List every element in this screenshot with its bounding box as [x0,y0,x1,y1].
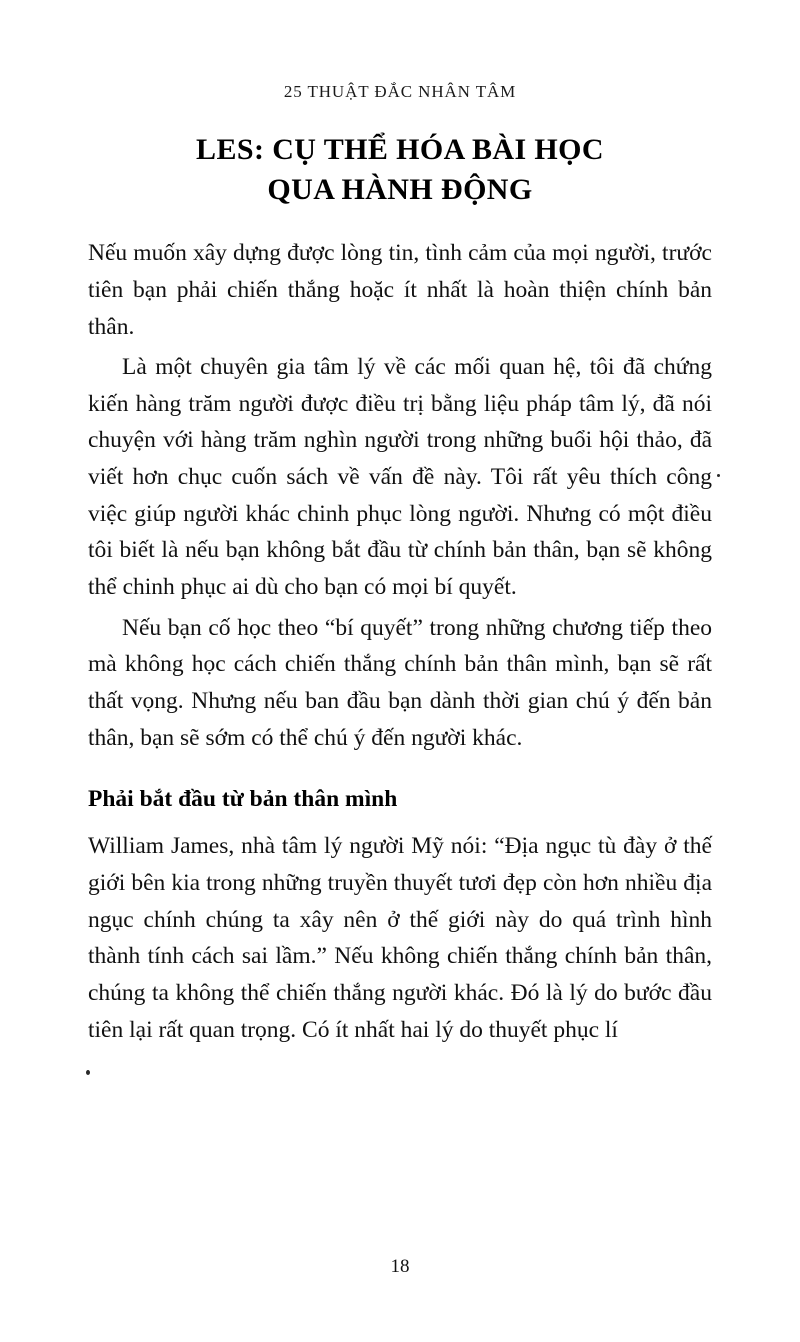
section-subheading: Phải bắt đầu từ bản thân mình [88,786,398,813]
paragraph-2: Là một chuyên gia tâm lý về các mối quan hệ, tôi đã chứng kiến hàng trăm người được điều trị bằng liệu pháp tâm lý, đã nói chuyện với hàng trăm nghìn người trong những buổi hội thảo, đã viết hơn chục cuốn sách về vấn đề này. Tôi rất yêu thích công việc giúp người khác chinh phục lòng người. Nhưng có một điều tôi biết là nếu bạn không bắt đầu từ chính bản thân, bạn sẽ không thể chinh phục ai dù cho bạn có mọi bí quyết. [88,354,712,601]
ink-speck-icon [717,474,720,477]
chapter-title-line-1: LES: CỤ THỂ HÓA BÀI HỌC [196,133,604,166]
page-number: 18 [390,1256,410,1277]
book-page [0,82,800,1342]
paragraph-4: William James, nhà tâm lý người Mỹ nói: “Địa ngục tù đày ở thế giới bên kia trong những truyền thuyết tươi đẹp còn hơn nhiều địa ngục chính chúng ta xây nên ở thế giới này do quá trình hình thành tính cách sai lầm.” Nếu không chiến thắng chính bản thân, chúng ta không thể chiến thắng người khác. Đó là lý do bước đầu tiên lại rất quan trọng. Có ít nhất hai lý do thuyết phục lí [88,833,712,1043]
chapter-title [88,130,712,209]
body-text [88,235,712,1048]
running-head: 25 THUẬT ĐẮC NHÂN TÂM [283,82,517,101]
paragraph-lead: Nếu muốn xây dựng được lòng tin, tình cảm của mọi người, trước tiên bạn phải chiến thắng hoặc ít nhất là hoàn thiện chính bản thân. [88,240,712,340]
paragraph-3: Nếu bạn cố học theo “bí quyết” trong những chương tiếp theo mà không học cách chiến thắng chính bản thân mình, bạn sẽ rất thất vọng. Nhưng nếu ban đầu bạn dành thời gian chú ý đến bản thân, bạn sẽ sớm có thể chú ý đến người khác. [88,614,712,751]
chapter-title-line-2: QUA HÀNH ĐỘNG [267,172,533,206]
ink-speck-icon [86,1070,90,1075]
